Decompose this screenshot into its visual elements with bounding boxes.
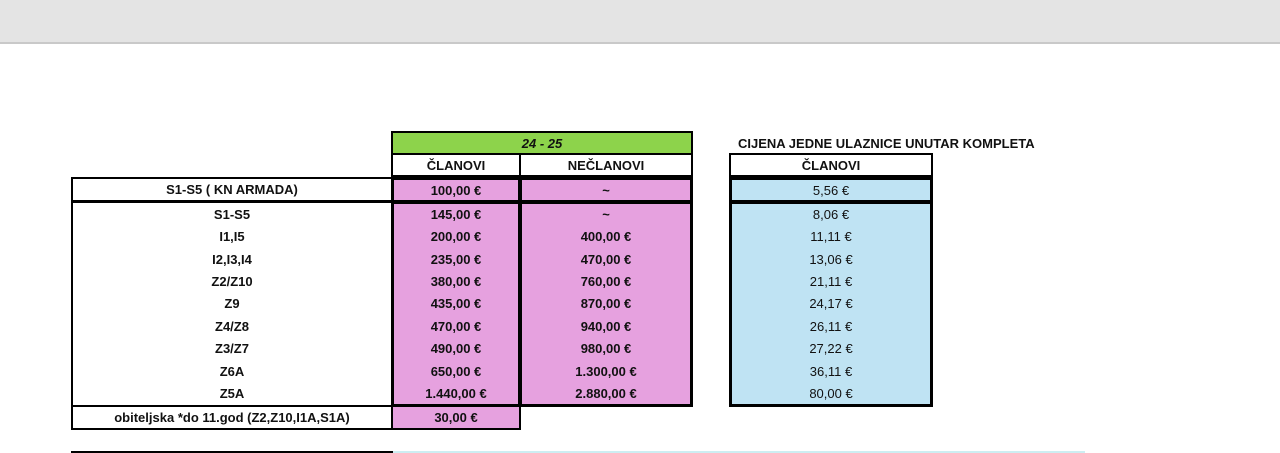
row-label: Z6A	[219, 363, 245, 379]
col-header-single-members: ČLANOVI	[729, 153, 933, 177]
row-label-kn-armada: S1-S5 ( KN ARMADA)	[71, 177, 393, 202]
cell-single: 36,11 €	[809, 363, 853, 379]
cell-nonmembers: 400,00 €	[580, 228, 632, 244]
cell-nonmembers: 470,00 €	[580, 251, 632, 267]
col-header-members: ČLANOVI	[391, 153, 521, 177]
cell-members: 145,00 €	[430, 206, 482, 222]
single-ticket-title: CIJENA JEDNE ULAZNICE UNUTAR KOMPLETA	[738, 135, 1035, 151]
row-label: S1-S5	[213, 206, 251, 222]
toolbar-bar	[0, 0, 1280, 44]
cell-members: 200,00 €	[430, 228, 482, 244]
season-header: 24 - 25	[391, 131, 693, 154]
cell-members: 235,00 €	[430, 251, 482, 267]
cell-nonmembers: 870,00 €	[580, 295, 632, 311]
cell-single: 26,11 €	[809, 318, 853, 334]
cell-members: 380,00 €	[430, 273, 482, 289]
cell-single: 11,11 €	[810, 228, 852, 244]
cell-members: 490,00 €	[430, 340, 482, 356]
row-label: Z9	[224, 295, 240, 311]
row-label: I2,I3,I4	[212, 251, 252, 267]
cell-single: 8,06 €	[812, 206, 850, 222]
row-label: Z4/Z8	[215, 318, 249, 334]
row-label: I1,I5	[219, 228, 245, 244]
row-label-family: obiteljska *do 11.god (Z2,Z10,I1A,S1A)	[71, 405, 393, 430]
cell-members: 650,00 €	[430, 363, 482, 379]
cell-nonmembers: 760,00 €	[580, 273, 632, 289]
row-label: Z3/Z7	[215, 340, 249, 356]
row-label: Z2/Z10	[211, 273, 253, 289]
cell-single: 21,11 €	[809, 273, 853, 289]
cell-members: 470,00 €	[430, 318, 482, 334]
row-label: Z5A	[219, 385, 245, 401]
cell-members: 435,00 €	[430, 295, 482, 311]
cell-single: 27,22 €	[809, 340, 853, 356]
cell-nonmembers: 980,00 €	[580, 340, 632, 356]
cell-single: 24,17 €	[809, 295, 853, 311]
cell-single: 80,00 €	[809, 385, 853, 401]
col-header-nonmembers: NEČLANOVI	[519, 153, 693, 177]
cell-single: 13,06 €	[809, 251, 853, 267]
cell-members-family: 30,00 €	[391, 405, 521, 430]
cell-nonmembers: 2.880,00 €	[575, 385, 637, 401]
cell-single-kn-armada: 5,56 €	[729, 177, 933, 203]
cell-nonmembers: 1.300,00 €	[575, 363, 637, 379]
cell-nonmembers-kn-armada: ~	[519, 177, 693, 203]
cell-nonmembers: ~	[602, 206, 610, 222]
cell-members: 1.440,00 €	[425, 385, 487, 401]
cell-nonmembers: 940,00 €	[580, 318, 632, 334]
cell-members-kn-armada: 100,00 €	[391, 177, 521, 203]
